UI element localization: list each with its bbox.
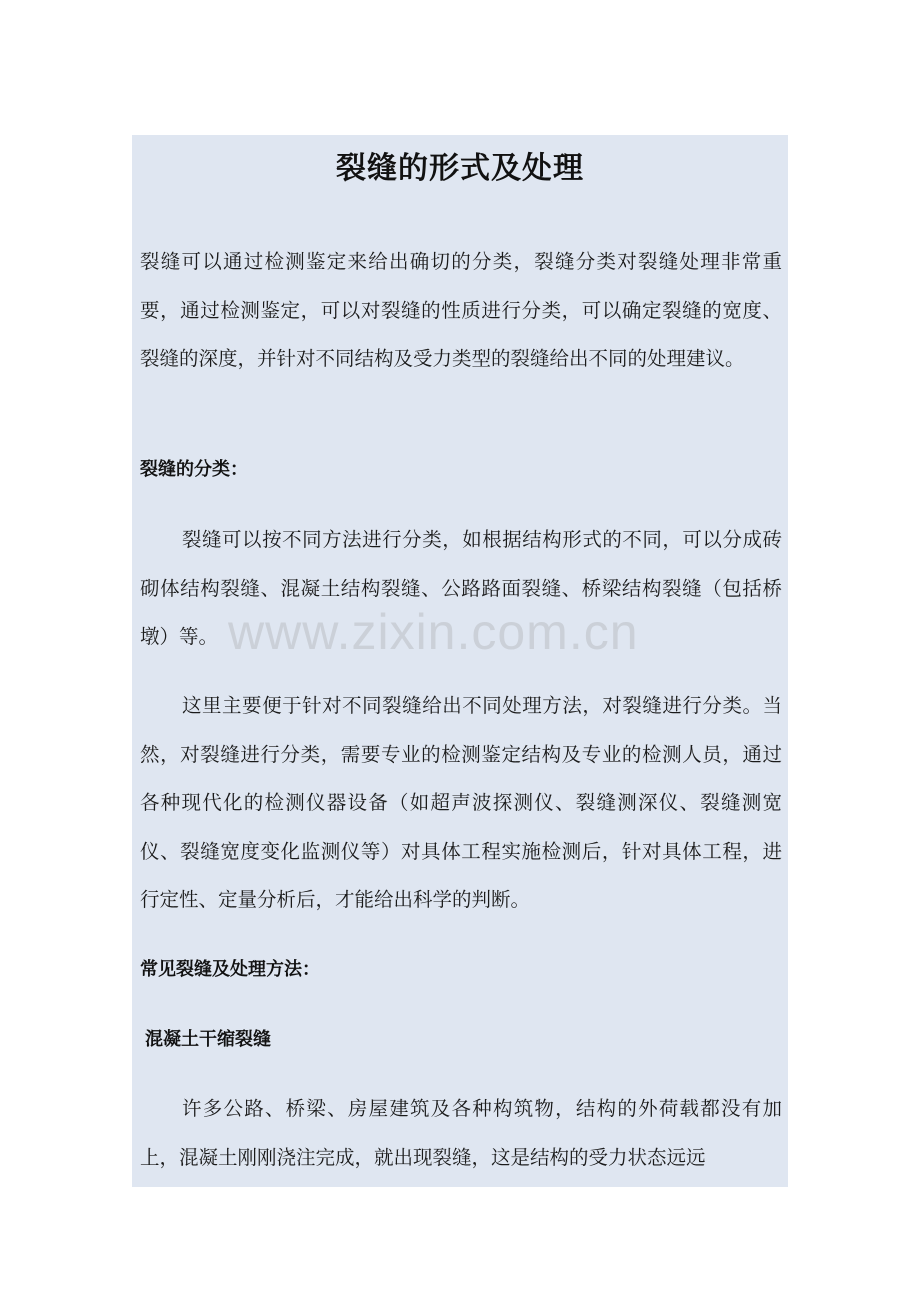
classification-paragraph-1: 裂缝可以按不同方法进行分类，如根据结构形式的不同，可以分成砖砌体结构裂缝、混凝土结构裂缝、公路路面裂缝、桥梁结构裂缝（包括桥墩）等。: [140, 528, 782, 648]
shrinkage-paragraph: 许多公路、桥梁、房屋建筑及各种构筑物，结构的外荷载都没有加上，混凝土刚刚浇注完成，就出现裂缝，这是结构的受力状态远远: [140, 1097, 782, 1169]
section-heading-classification: 裂缝的分类：: [140, 459, 248, 480]
subsection-heading-shrinkage: 混凝土干缩裂缝: [145, 1029, 271, 1050]
section-heading-common-cracks: 常见裂缝及处理方法：: [140, 959, 320, 980]
document-panel: [132, 135, 788, 1187]
watermark-text: www.zixin.com.cn: [228, 604, 639, 660]
document-title: 裂缝的形式及处理: [336, 151, 584, 186]
intro-paragraph: 裂缝可以通过检测鉴定来给出确切的分类，裂缝分类对裂缝处理非常重要，通过检测鉴定，可以对裂缝的性质进行分类，可以确定裂缝的宽度、裂缝的深度，并针对不同结构及受力类型的裂缝给出不同的处理建议。: [140, 250, 782, 370]
classification-paragraph-2: 这里主要便于针对不同裂缝给出不同处理方法，对裂缝进行分类。当然，对裂缝进行分类，需要专业的检测鉴定结构及专业的检测人员，通过各种现代化的检测仪器设备（如超声波探测仪、裂缝测深仪、裂缝测宽仪、裂缝宽度变化监测仪等）对具体工程实施检测后，针对具体工程，进行定性、定量分析后，才能给出科学的判断。: [140, 694, 782, 911]
